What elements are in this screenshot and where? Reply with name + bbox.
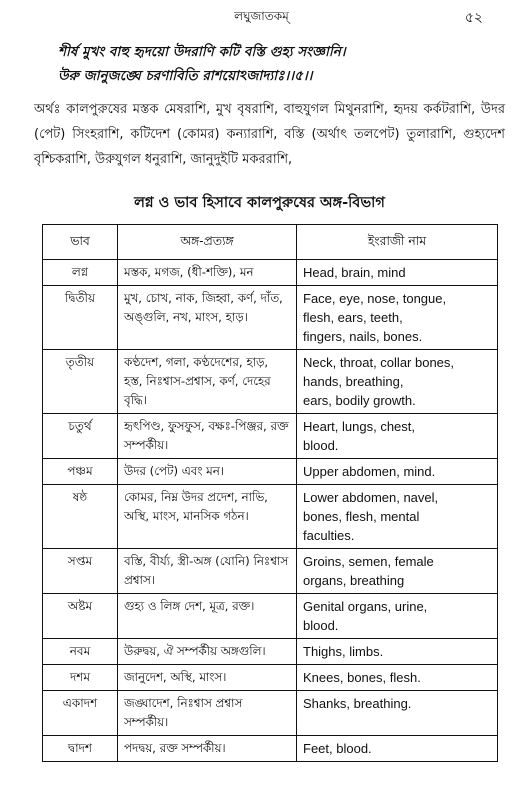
anga-cell: উরুদ্বয়, ঐ সম্পর্কীয় অঙ্গগুলি। — [118, 639, 297, 665]
anga-cell: জানুদেশ, অস্থি, মাংস। — [118, 665, 297, 691]
bhava-cell: দশম — [43, 665, 118, 691]
english-cell: Neck, throat, collar bones, hands, breathing, ears, bodily growth. — [297, 350, 498, 414]
table-heading: লগ্ন ও ভাব হিসাবে কালপুরুষের অঙ্গ-বিভাগ — [134, 195, 385, 211]
anga-cell: পদদ্বয়, রক্ত সম্পর্কীয়। — [118, 736, 297, 762]
anga-cell: কণ্ঠদেশ, গলা, কণ্ঠদেশের, হাড়, হস্ত, নিঃশ্বাস-প্রশ্বাস, কর্ণ, দেহের বৃদ্ধি। — [118, 350, 297, 414]
table-row — [43, 414, 498, 459]
table-row — [43, 260, 498, 286]
english-cell: Heart, lungs, chest, blood. — [297, 414, 498, 459]
table-row — [43, 736, 498, 762]
column-header-bhava: ভাব — [43, 225, 118, 260]
anga-cell: মস্তক, মগজ, (ধী-শক্তি), মন — [118, 260, 297, 286]
anga-cell: জঙ্ঘাদেশ, নিঃশ্বাস প্রশ্বাস সম্পর্কীয়। — [118, 691, 297, 736]
bhava-cell: ষষ্ঠ — [43, 485, 118, 549]
english-cell: Knees, bones, flesh. — [297, 665, 498, 691]
bhava-cell: পঞ্চম — [43, 459, 118, 485]
page-header — [40, 4, 483, 30]
table-row — [43, 350, 498, 414]
bhava-cell: একাদশ — [43, 691, 118, 736]
anga-cell: উদর (পেট) এবং মন। — [118, 459, 297, 485]
english-cell: Face, eye, nose, tongue, flesh, ears, teeth, fingers, nails, bones. — [297, 286, 498, 350]
translation-paragraph: অর্থঃ কালপুরুষের মস্তক মেষরাশি, মুখ বৃষরাশি, বাহুযুগল মিথুনরাশি, হৃদয় কর্কটরাশি, উদর (পেট) সিংহরাশি, কটিদেশ (কোমর) কন্যারাশি, বস্তি (অর্থাৎ তলপেট) তুলারাশি, গুহ্যদেশ বৃশ্চিকরাশি, উরুযুগল ধনুরাশি, জানুদুইটি মকররাশি, — [34, 102, 505, 167]
english-cell: Feet, blood. — [297, 736, 498, 762]
table-row — [43, 549, 498, 594]
bhava-cell: লগ্ন — [43, 260, 118, 286]
verse-line: উরু জানুজঙ্ঘে চরণাবিতি রাশয়োঽজাদ্যাঃ।।৫।। — [58, 68, 313, 84]
table-row — [43, 665, 498, 691]
table-row — [43, 594, 498, 639]
anga-cell: মুখ, চোখ, নাক, জিহ্বা, কর্ণ, দাঁত, অঙ্গুলি, নখ, মাংস, হাড়। — [118, 286, 297, 350]
english-cell: Groins, semen, female organs, breathing — [297, 549, 498, 594]
sanskrit-verse — [58, 40, 503, 88]
english-cell: Lower abdomen, navel, bones, flesh, mental faculties. — [297, 485, 498, 549]
english-cell: Head, brain, mind — [297, 260, 498, 286]
table-row — [43, 459, 498, 485]
table-row — [43, 691, 498, 736]
anga-cell: কোমর, নিম্ন উদর প্রদেশ, নাভি, অস্থি, মাংস, মানসিক গঠন। — [118, 485, 297, 549]
bhava-cell: সপ্তম — [43, 549, 118, 594]
running-title: লঘুজাতকম্‌ — [234, 9, 289, 23]
column-header-english: ইংরাজী নাম — [297, 225, 498, 260]
bhava-cell: দ্বাদশ — [43, 736, 118, 762]
verse-line: শীর্ষ মুখং বাহু হৃদয়ো উদরাণি কটি বস্তি গুহ্য সংজ্ঞানি। — [58, 44, 346, 60]
table-header-row — [43, 225, 498, 260]
anga-cell: হৃৎপিণ্ড, ফুসফুস, বক্ষঃ-পিঞ্জর, রক্ত সম্পর্কীয়। — [118, 414, 297, 459]
anga-cell: বস্তি, বীর্য্য, স্ত্রী-অঙ্গ (যোনি) নিঃশ্বাস প্রশ্বাস। — [118, 549, 297, 594]
body-parts-table — [42, 224, 498, 762]
anga-cell: গুহ্য ও লিঙ্গ দেশ, মূত্র, রক্ত। — [118, 594, 297, 639]
bhava-cell: অষ্টম — [43, 594, 118, 639]
table-row — [43, 286, 498, 350]
english-cell: Genital organs, urine, blood. — [297, 594, 498, 639]
english-cell: Thighs, limbs. — [297, 639, 498, 665]
bhava-cell: দ্বিতীয় — [43, 286, 118, 350]
column-header-anga: অঙ্গ-প্রত্যঙ্গ — [118, 225, 297, 260]
page-number: ৫২ — [464, 10, 483, 26]
bhava-cell: নবম — [43, 639, 118, 665]
table-row — [43, 639, 498, 665]
english-cell: Shanks, breathing. — [297, 691, 498, 736]
bhava-cell: তৃতীয় — [43, 350, 118, 414]
english-cell: Upper abdomen, mind. — [297, 459, 498, 485]
bhava-cell: চতুর্থ — [43, 414, 118, 459]
table-row — [43, 485, 498, 549]
